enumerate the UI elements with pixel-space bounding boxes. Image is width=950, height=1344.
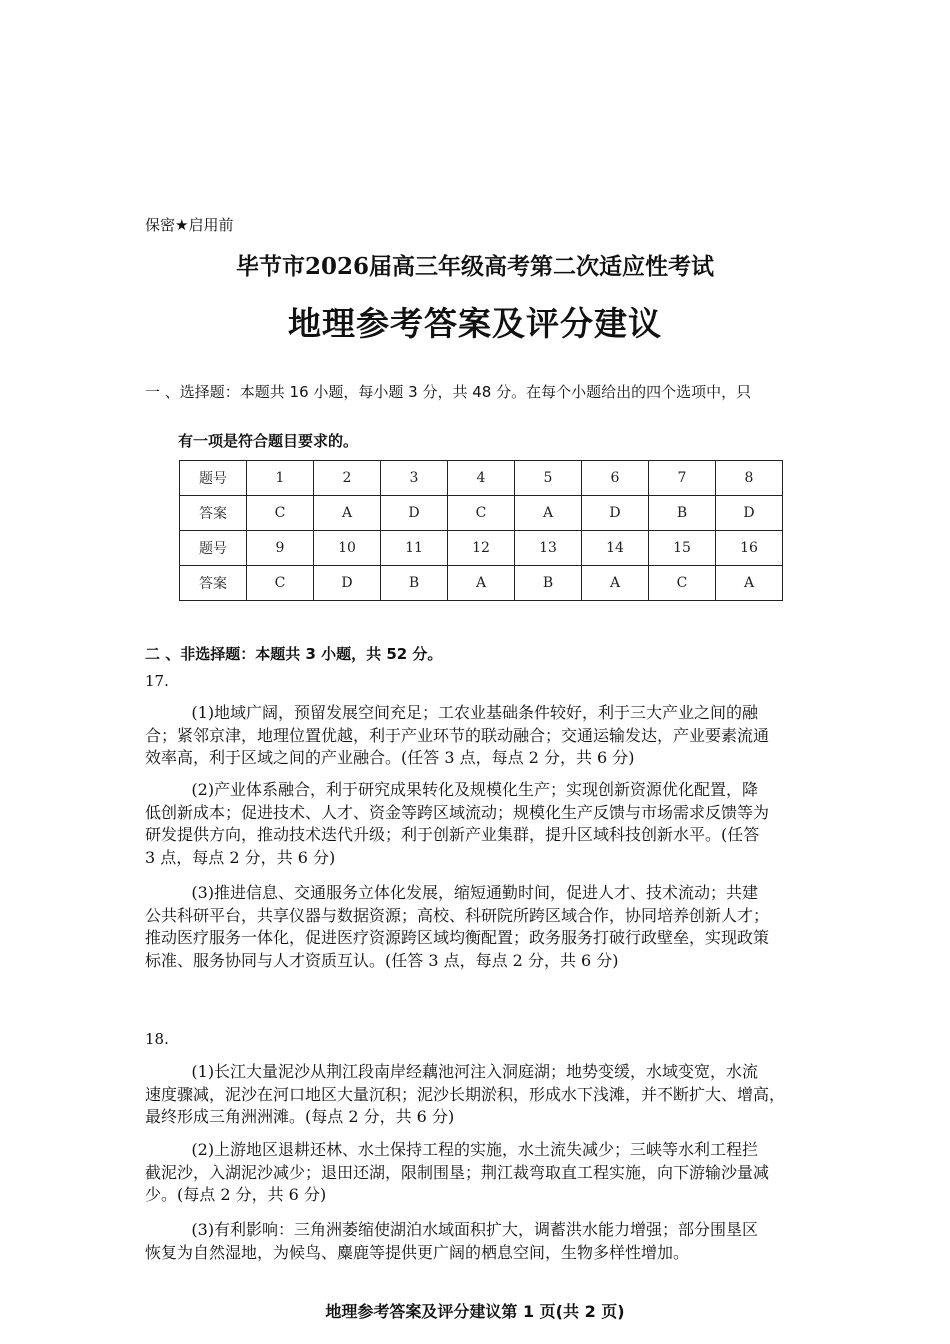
answer-line: 研发提供方向，推动技术迭代升级；利于创新产业集群，提升区域科技创新水平。(任答 (145, 825, 760, 844)
question-18-number: 18. (145, 1030, 169, 1048)
answer-table (179, 460, 783, 601)
table-cell: D (381, 496, 448, 531)
table-cell: B (381, 566, 448, 601)
table-row (180, 461, 783, 496)
table-cell: A (314, 496, 381, 531)
row-header-cell: 题号 (180, 461, 247, 496)
table-row (180, 566, 783, 601)
table-cell: B (515, 566, 582, 601)
answer-line: (3)有利影响：三角洲萎缩使湖泊水域面积扩大，调蓄洪水能力增强；部分围垦区 (191, 1220, 759, 1239)
table-cell: A (448, 566, 515, 601)
answer-line: 低创新成本；促进技术、人才、资金等跨区域流动；规模化生产反馈与市场需求反馈等为 (145, 802, 770, 822)
answer-line: 截泥沙，入湖泥沙减少；退田还湖，限制围垦；荆江裁弯取直工程实施，向下游输沙量减 (145, 1162, 770, 1182)
table-cell: B (649, 496, 716, 531)
section1-heading-cont: 有一项是符合题目要求的。 (178, 432, 359, 450)
document-title: 地理参考答案及评分建议 (288, 304, 662, 343)
q17-answer-2 (145, 779, 805, 869)
question-17-number: 17. (145, 672, 169, 690)
answer-line: 公共科研平台，共享仪器与数据资源；高校、科研院所跨区域合作，协同培养创新人才； (145, 905, 770, 925)
q18-answer-3 (145, 1219, 805, 1264)
confidential-label: 保密★启用前 (145, 216, 234, 234)
row-header-cell: 答案 (180, 566, 247, 601)
table-cell: 4 (448, 461, 515, 496)
table-cell: C (649, 566, 716, 601)
q17-answer-3 (145, 882, 805, 972)
section2-heading: 二 、非选择题：本题共 3 小题，共 52 分。 (145, 645, 443, 663)
answer-line: 恢复为自然湿地，为候鸟、麋鹿等提供更广阔的栖息空间，生物多样性增加。 (145, 1242, 690, 1262)
answer-line: 少。(每点 2 分，共 6 分) (145, 1185, 327, 1204)
row-header-cell: 答案 (180, 496, 247, 531)
table-cell: 16 (716, 531, 783, 566)
answer-line: (1)长江大量泥沙从荆江段南岸经藕池河注入洞庭湖；地势变缓，水域变宽，水流 (191, 1062, 759, 1081)
table-cell: 13 (515, 531, 582, 566)
table-cell: 15 (649, 531, 716, 566)
exam-title: 毕节市2026届高三年级高考第二次适应性考试 (235, 253, 714, 280)
table-cell: C (247, 566, 314, 601)
table-cell: 5 (515, 461, 582, 496)
table-cell: D (716, 496, 783, 531)
page-footer: 地理参考答案及评分建议第 1 页(共 2 页) (325, 1302, 625, 1321)
answer-line: 3 点，每点 2 分，共 6 分) (145, 847, 336, 867)
table-cell: 10 (314, 531, 381, 566)
q18-answer-2 (145, 1139, 805, 1207)
table-cell: D (314, 566, 381, 601)
table-row (180, 531, 783, 566)
section1-line: 一 、选择题：本题共 16 小题，每小题 3 分，共 48 分。在每个小题给出的四个选项中，只 (145, 383, 752, 401)
table-cell: 2 (314, 461, 381, 496)
section1-heading (145, 382, 805, 403)
table-cell: A (582, 566, 649, 601)
answer-line: 合；紧邻京津，地理位置优越，利于产业环节的联动融合；交通运输发达，产业要素流通 (145, 725, 770, 745)
answer-line: (2)产业体系融合，利于研究成果转化及规模化生产；实现创新资源优化配置，降 (191, 780, 759, 799)
answer-line: 效率高，利于区域之间的产业融合。(任答 3 点，每点 2 分，共 6 分) (145, 748, 635, 767)
q18-answer-1 (145, 1061, 805, 1129)
table-cell: A (515, 496, 582, 531)
table-cell: 1 (247, 461, 314, 496)
table-cell: 12 (448, 531, 515, 566)
table-cell: D (582, 496, 649, 531)
row-header-cell: 题号 (180, 531, 247, 566)
table-row (180, 496, 783, 531)
table-cell: 11 (381, 531, 448, 566)
answer-line: 标准、服务协同与人才资质互认。(任答 3 点，每点 2 分，共 6 分) (145, 950, 619, 970)
answer-line: (3)推进信息、交通服务立体化发展，缩短通勤时间，促进人才、技术流动；共建 (191, 883, 759, 902)
answer-line: 速度骤减，泥沙在河口地区大量沉积；泥沙长期淤积，形成水下浅滩，并不断扩大、增高， (145, 1084, 786, 1104)
table-cell: A (716, 566, 783, 601)
answer-line: (2)上游地区退耕还林、水土保持工程的实施，水土流失减少；三峡等水利工程拦 (191, 1140, 759, 1159)
table-cell: 8 (716, 461, 783, 496)
table-cell: C (247, 496, 314, 531)
answer-line: 推动医疗服务一体化，促进医疗资源跨区域均衡配置；政务服务打破行政壁垒，实现政策 (145, 928, 770, 947)
table-cell: 6 (582, 461, 649, 496)
table-cell: C (448, 496, 515, 531)
table-cell: 14 (582, 531, 649, 566)
answer-line: 最终形成三角洲洲滩。(每点 2 分，共 6 分) (145, 1107, 455, 1126)
q17-answer-1 (145, 702, 805, 770)
table-cell: 7 (649, 461, 716, 496)
answer-line: (1)地域广阔，预留发展空间充足；工农业基础条件较好，利于三大产业之间的融 (191, 703, 759, 722)
table-cell: 9 (247, 531, 314, 566)
table-cell: 3 (381, 461, 448, 496)
